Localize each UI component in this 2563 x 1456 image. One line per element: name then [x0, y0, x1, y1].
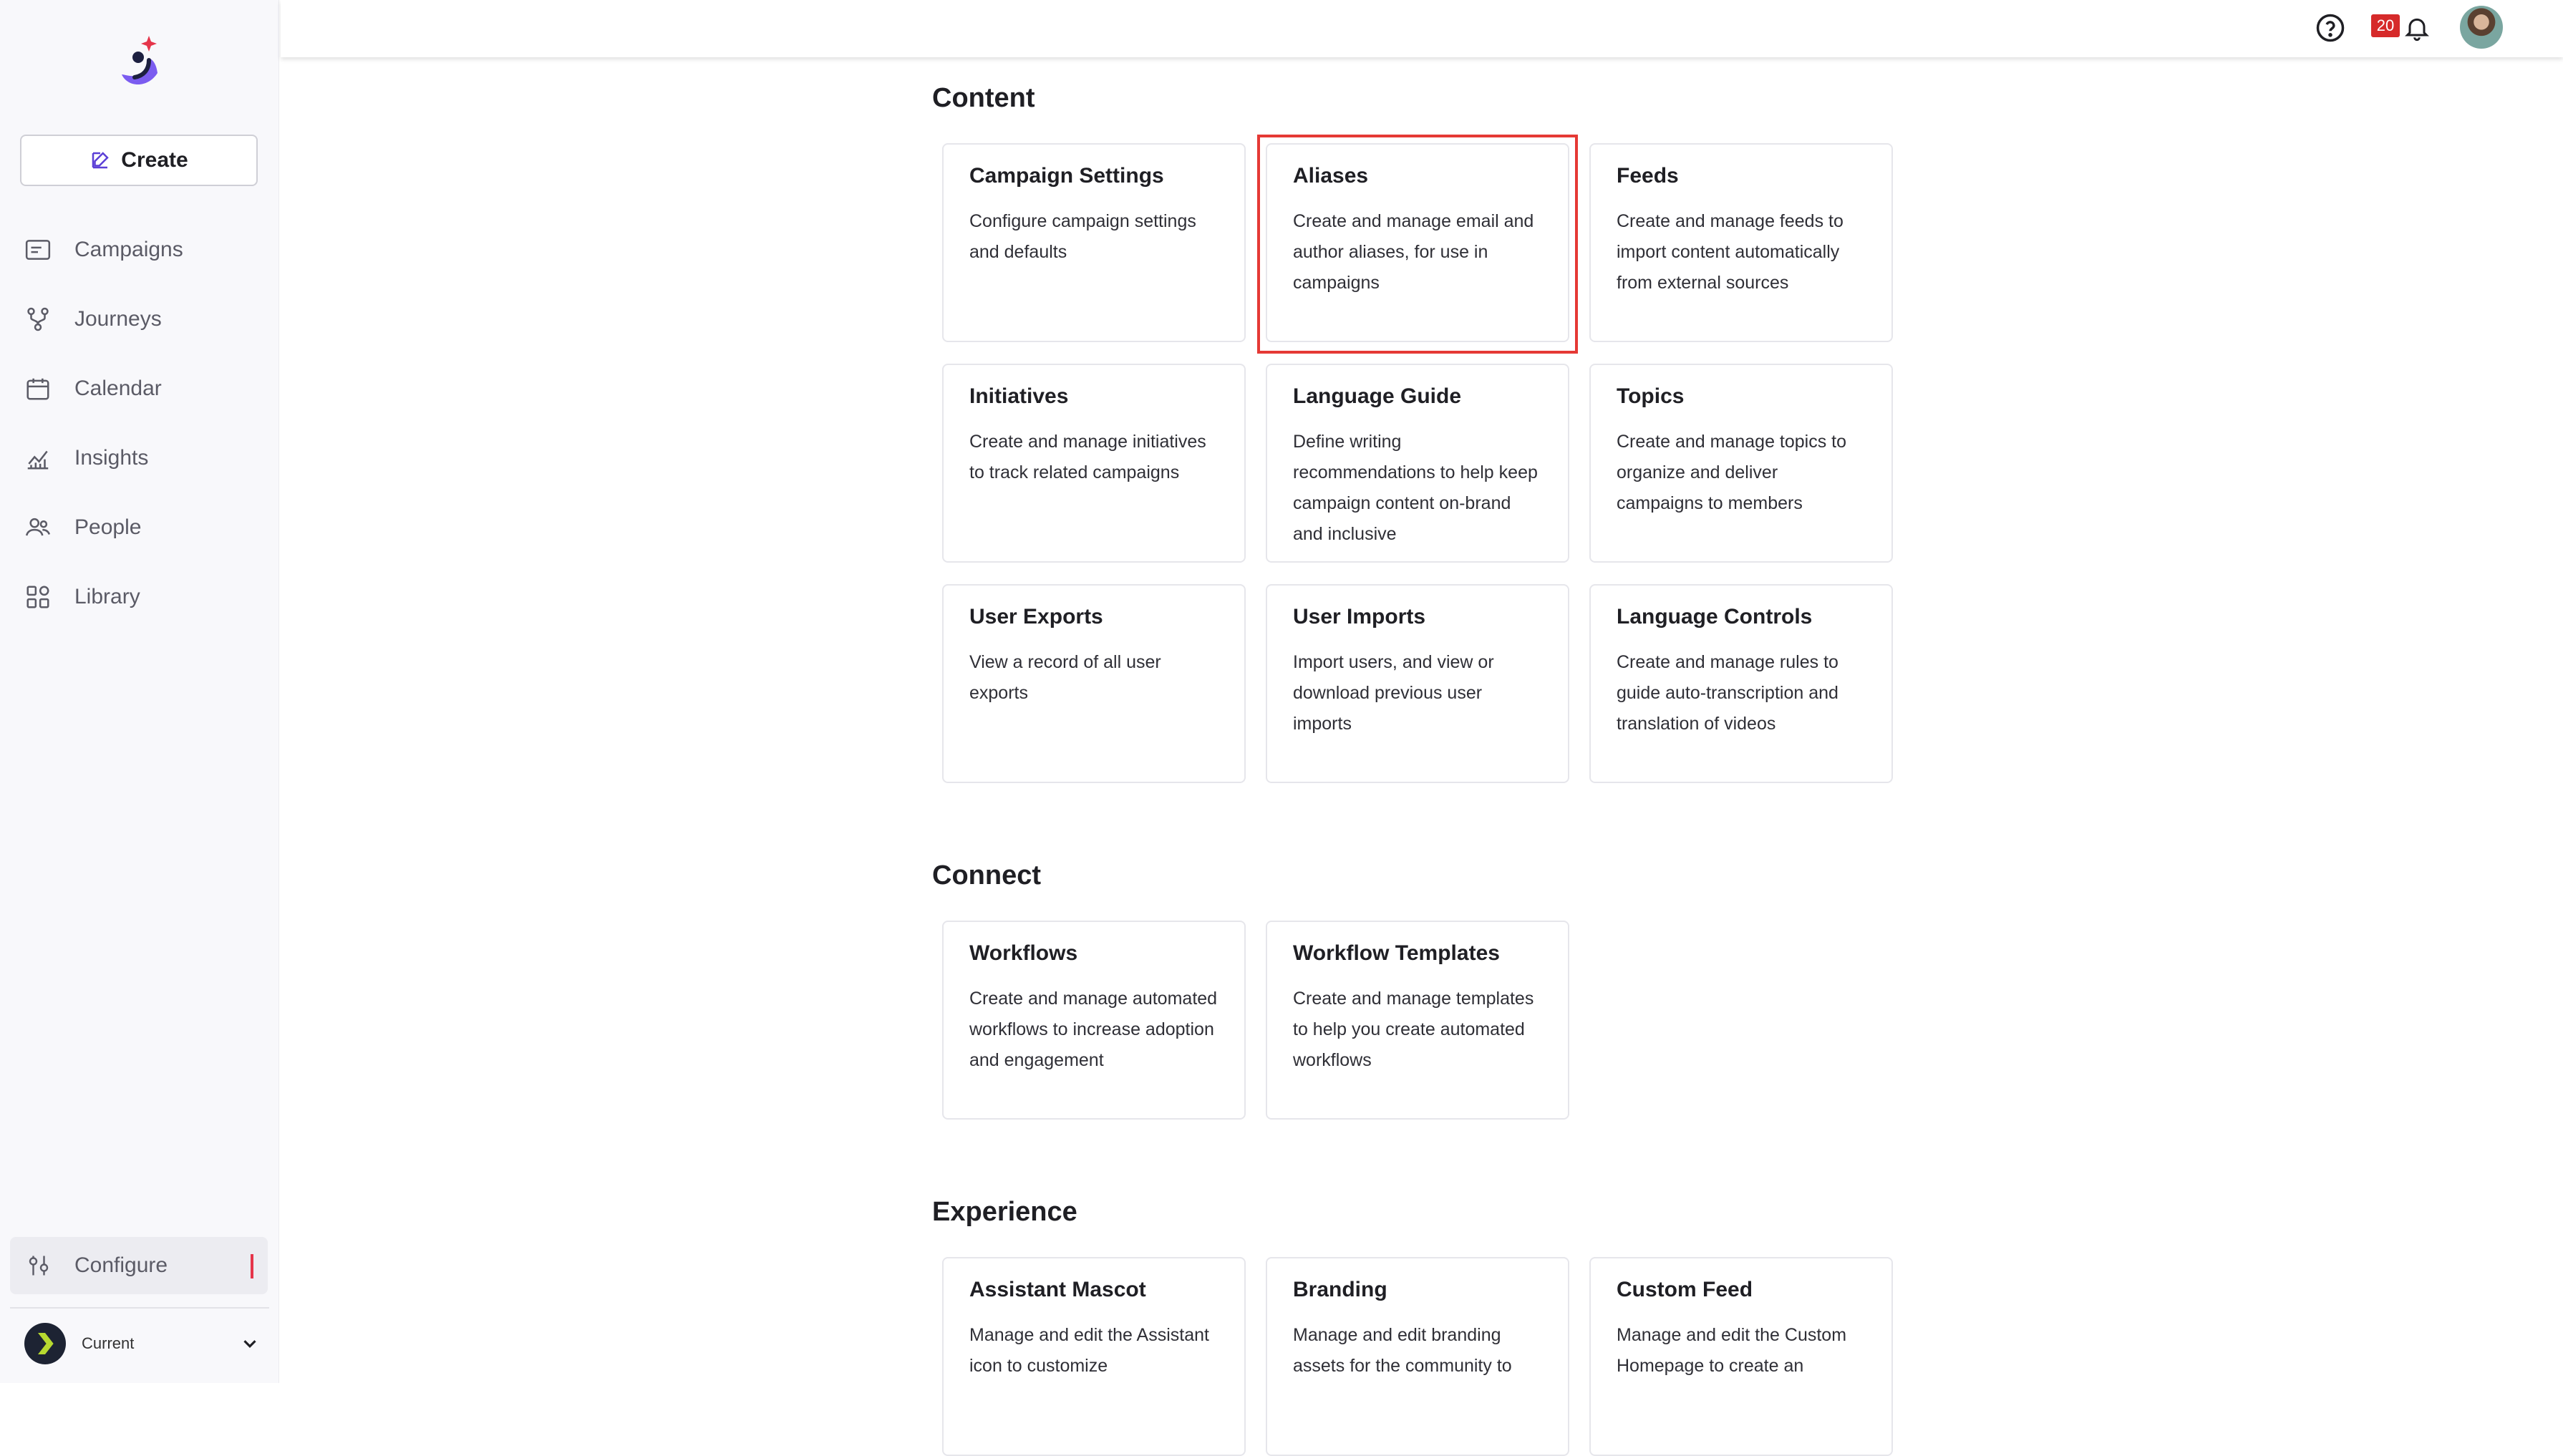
- card-description: Import users, and view or download previous user imports: [1293, 652, 1494, 734]
- sidebar: [0, 0, 279, 1383]
- card-custom-feed[interactable]: [1589, 1257, 1893, 1456]
- card-description: Create and manage email and author aliases, for use in campaigns: [1293, 211, 1534, 293]
- section-title-connect: Connect: [932, 860, 1041, 890]
- card-title: Initiatives: [969, 384, 1069, 408]
- card-title: Language Guide: [1293, 384, 1462, 408]
- program-label: Current: [82, 1334, 135, 1352]
- configure-label: Configure: [74, 1253, 168, 1277]
- card-title: Feeds: [1617, 164, 1679, 188]
- card-description: Create and manage rules to guide auto-transcription and translation of videos: [1617, 652, 1838, 734]
- card-title: Language Controls: [1617, 605, 1813, 628]
- insights-icon: [24, 445, 52, 472]
- active-marker: [251, 1254, 253, 1278]
- card-description: Create and manage automated workflows to increase adoption and engagement: [969, 989, 1218, 1070]
- card-description: Manage and edit the Assistant icon to customize: [969, 1325, 1209, 1376]
- journeys-icon: [24, 306, 52, 333]
- sidebar-item-journeys[interactable]: [0, 284, 279, 354]
- card-topics[interactable]: [1589, 364, 1893, 563]
- card-title: Workflows: [969, 941, 1078, 965]
- card-title: Campaign Settings: [969, 164, 1164, 188]
- avatar[interactable]: [2460, 6, 2503, 49]
- card-description: Manage and edit branding assets for the community to: [1293, 1325, 1512, 1376]
- card-description: Create and manage feeds to import content automatically from external sources: [1617, 211, 1843, 293]
- card-user-imports[interactable]: [1266, 584, 1569, 783]
- card-title: Topics: [1617, 384, 1685, 408]
- notification-count-badge[interactable]: 20: [2371, 14, 2400, 37]
- calendar-icon: [24, 375, 52, 402]
- card-workflows[interactable]: [942, 921, 1246, 1120]
- create-button[interactable]: [20, 135, 258, 186]
- card-feeds[interactable]: [1589, 143, 1893, 342]
- card-branding[interactable]: [1266, 1257, 1569, 1456]
- sidebar-item-campaigns[interactable]: [0, 215, 279, 284]
- sidebar-item-label: People: [74, 515, 142, 539]
- card-title: User Exports: [969, 605, 1103, 628]
- sidebar-divider: [10, 1307, 269, 1309]
- sidebar-item-label: Library: [74, 584, 140, 608]
- card-description: Configure campaign settings and defaults: [969, 211, 1196, 262]
- card-title: User Imports: [1293, 605, 1426, 628]
- card-language-guide[interactable]: [1266, 364, 1569, 563]
- sidebar-item-insights[interactable]: [0, 423, 279, 492]
- program-logo: [24, 1323, 66, 1364]
- sidebar-item-people[interactable]: [0, 492, 279, 562]
- card-description: Create and manage initiatives to track related campaigns: [969, 432, 1206, 482]
- card-title: Workflow Templates: [1293, 941, 1500, 965]
- card-campaign-settings[interactable]: [942, 143, 1246, 342]
- card-description: Manage and edit the Custom Homepage to create an: [1617, 1325, 1847, 1376]
- card-title: Branding: [1293, 1278, 1387, 1301]
- create-label: Create: [121, 148, 188, 172]
- card-description: Create and manage topics to organize and deliver campaigns to members: [1617, 432, 1847, 513]
- sidebar-nav: [0, 215, 279, 631]
- sidebar-item-label: Insights: [74, 445, 149, 470]
- card-description: View a record of all user exports: [969, 652, 1161, 703]
- people-icon: [24, 514, 52, 541]
- sidebar-item-calendar[interactable]: [0, 354, 279, 423]
- card-description: Create and manage templates to help you create automated workflows: [1293, 989, 1534, 1070]
- campaigns-icon: [24, 236, 52, 263]
- card-title: Assistant Mascot: [969, 1278, 1146, 1301]
- chevron-down-icon: [239, 1333, 261, 1354]
- edit-icon: [89, 150, 111, 171]
- card-workflow-templates[interactable]: [1266, 921, 1569, 1120]
- card-user-exports[interactable]: [942, 584, 1246, 783]
- card-assistant-mascot[interactable]: [942, 1257, 1246, 1456]
- card-language-controls[interactable]: [1589, 584, 1893, 783]
- sidebar-item-label: Journeys: [74, 306, 162, 331]
- sidebar-item-label: Calendar: [74, 376, 162, 400]
- card-description: Define writing recommendations to help keep campaign content on-brand and inclusive: [1293, 432, 1538, 544]
- top-bar: [281, 0, 2563, 57]
- card-title: Custom Feed: [1617, 1278, 1753, 1301]
- sidebar-item-configure[interactable]: [10, 1237, 268, 1294]
- library-icon: [24, 583, 52, 611]
- sliders-icon: [26, 1253, 52, 1278]
- bell-icon[interactable]: [2403, 13, 2431, 43]
- card-initiatives[interactable]: [942, 364, 1246, 563]
- card-aliases[interactable]: [1266, 143, 1569, 342]
- section-title-experience: Experience: [932, 1197, 1077, 1227]
- app-logo[interactable]: [115, 33, 165, 90]
- section-title-content: Content: [932, 83, 1035, 113]
- help-icon[interactable]: [2315, 13, 2345, 43]
- program-switcher[interactable]: [24, 1323, 261, 1364]
- sidebar-item-library[interactable]: [0, 562, 279, 631]
- sidebar-item-label: Campaigns: [74, 237, 183, 261]
- card-title: Aliases: [1293, 164, 1369, 188]
